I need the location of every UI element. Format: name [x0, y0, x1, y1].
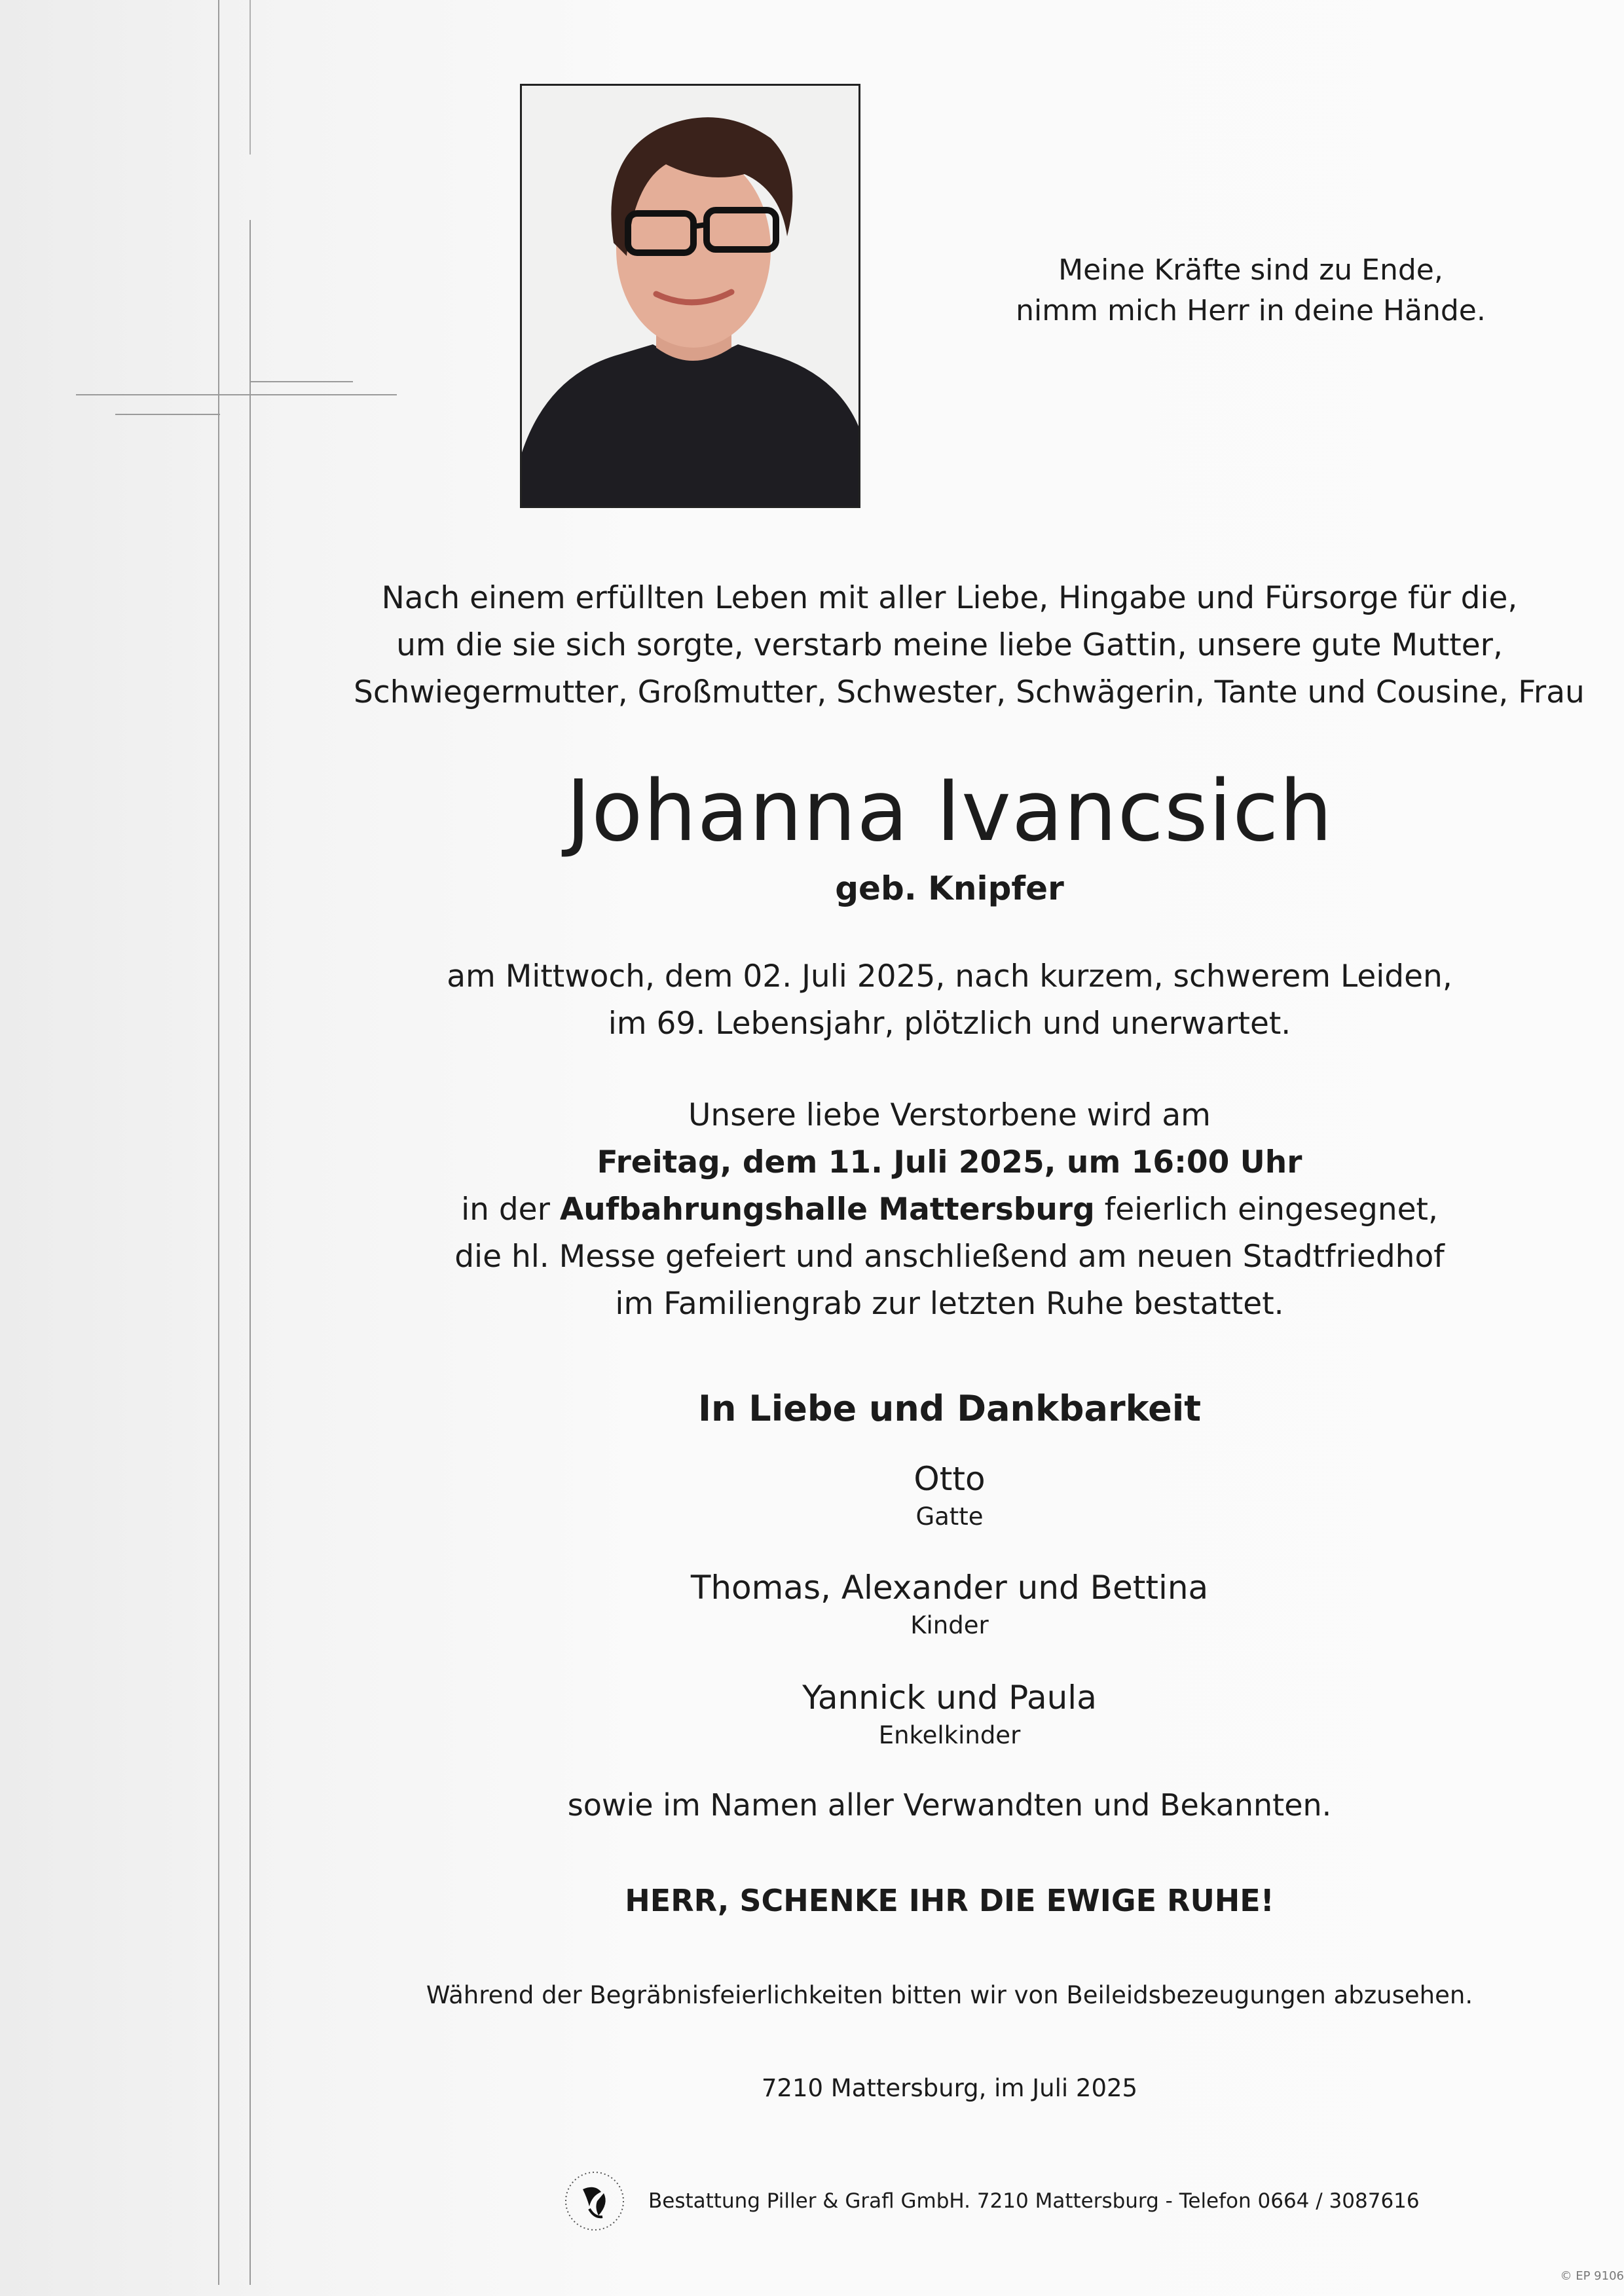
condolence-note: Während der Begräbnisfeierlichkeiten bitten wir von Beileidsbezeugungen abzusehen.: [426, 1981, 1473, 2009]
family-name: Thomas, Alexander und Bettina: [690, 1569, 1209, 1607]
family-entry-spouse: [354, 1457, 1545, 1533]
motto-line-2: nimm mich Herr in deine Hände.: [1016, 294, 1486, 327]
print-code: © EP 9106: [1560, 2269, 1624, 2283]
family-relation: Gatte: [915, 1503, 984, 1531]
prayer-line: HERR, SCHENKE IHR DIE EWIGE RUHE!: [625, 1883, 1274, 1918]
funeral-date: Freitag, dem 11. Juli 2025, um 16:00 Uhr: [597, 1144, 1302, 1180]
cross-vertical-line-left: [218, 0, 219, 2285]
funeral-line-1: Unsere liebe Verstorbene wird am: [688, 1097, 1211, 1133]
death-notice: [354, 953, 1545, 1048]
funeral-line-3-pre: in der: [461, 1192, 560, 1228]
funeral-line-4: die hl. Messe gefeiert und anschließend am neuen Stadtfriedhof: [454, 1239, 1445, 1275]
cross-horizontal-line-bottom: [115, 414, 220, 415]
funeral-home-logo-icon: [563, 2170, 626, 2232]
maiden-name: geb. Knipfer: [835, 869, 1064, 907]
funeral-line-3: [354, 1186, 1545, 1233]
place-and-date: 7210 Mattersburg, im Juli 2025: [761, 2074, 1138, 2102]
funeral-line-3-post: feierlich eingesegnet,: [1094, 1192, 1438, 1228]
intro-line-1: Nach einem erfüllten Leben mit aller Liebe, Hingabe und Fürsorge für die,: [381, 580, 1518, 616]
family-relation: Enkelkinder: [878, 1721, 1021, 1749]
family-name: Yannick und Paula: [802, 1679, 1097, 1717]
cross-vertical-line-right: [249, 220, 251, 2285]
cross-horizontal-line-stub: [251, 381, 353, 382]
intro-text: [354, 575, 1585, 716]
funeral-line-5: im Familiengrab zur letzten Ruhe bestattet.: [615, 1286, 1284, 1322]
deceased-name: Johanna Ivancsich: [566, 763, 1333, 860]
motto-verse: [917, 250, 1585, 331]
death-line-2: im 69. Lebensjahr, plötzlich und unerwartet.: [608, 1006, 1291, 1042]
intro-line-2: um die sie sich sorgte, verstarb meine liebe Gattin, unsere gute Mutter,: [396, 627, 1503, 663]
intro-line-3: Schwiegermutter, Großmutter, Schwester, Schwägerin, Tante und Cousine, Frau: [354, 674, 1585, 710]
family-relation: Kinder: [910, 1611, 989, 1639]
closing-line: sowie im Namen aller Verwandten und Bekannten.: [567, 1787, 1332, 1823]
funeral-location: Aufbahrungshalle Mattersburg: [559, 1192, 1095, 1228]
family-entry-children: [354, 1566, 1545, 1642]
cross-horizontal-line-top: [76, 394, 397, 395]
thanks-heading: In Liebe und Dankbarkeit: [697, 1388, 1202, 1429]
portrait-illustration: [522, 86, 858, 506]
funeral-info: [354, 1092, 1545, 1328]
cross-vertical-line-upper: [249, 0, 251, 155]
family-name: Otto: [913, 1460, 986, 1498]
death-line-1: am Mittwoch, dem 02. Juli 2025, nach kurzem, schwerem Leiden,: [447, 958, 1452, 994]
family-entry-grandchildren: [354, 1676, 1545, 1752]
funeral-home-footer: Bestattung Piller & Grafl GmbH. 7210 Mattersburg - Telefon 0664 / 3087616: [648, 2189, 1420, 2213]
motto-line-1: Meine Kräfte sind zu Ende,: [1058, 253, 1443, 287]
portrait-photo: [520, 84, 860, 508]
